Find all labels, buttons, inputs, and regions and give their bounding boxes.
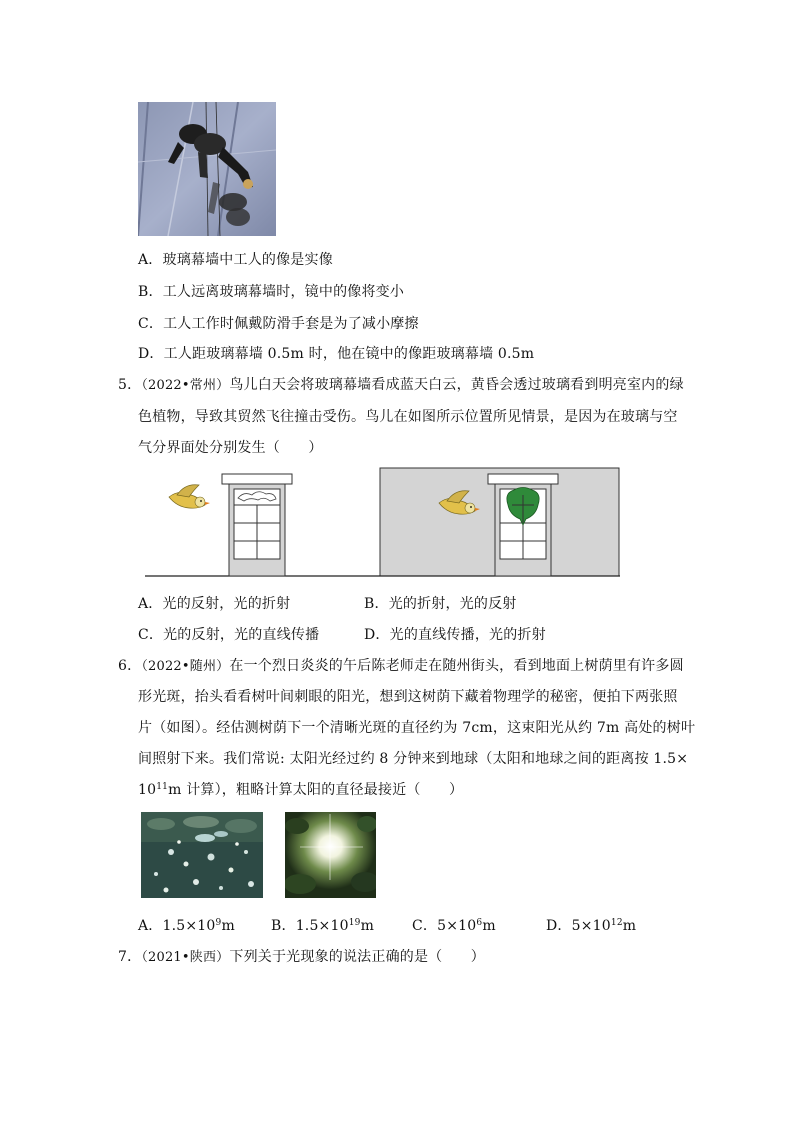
- q5-stem-line-3: 气分界面处分别发生（ ）: [138, 440, 323, 456]
- window-washer-photo: [138, 102, 276, 236]
- q5-option-b: B．光的折射，光的反射: [364, 596, 517, 612]
- q6-number: 6．: [118, 658, 142, 674]
- q6-option-a: A．$1.5\times 10^9m$: [138, 918, 235, 934]
- sunlight-through-leaves-photo: [285, 812, 376, 898]
- q5-bird-window-figure: [140, 465, 625, 580]
- q6-stem-line-5: $10^{11}m$ 计算），粗略计算太阳的直径最接近（ ）: [138, 782, 464, 798]
- q7-stem: 7．（2021•陕西）下列关于光现象的说法正确的是（ ）: [118, 949, 485, 965]
- q6-option-b: B．$1.5\times 10^{19}m$: [271, 918, 375, 934]
- bird-icon-left: [169, 485, 210, 508]
- q6-stem-line-4: 间照射下来。我们常说: 太阳光经过约 8 分钟来到地球（太阳和地球之间的距离按 1.5×: [138, 751, 689, 767]
- q5-stem-line-2: 色植物，导致其贸然飞往撞击受伤。鸟儿在如图所示位置所见情景，是因为在玻璃与空: [138, 409, 678, 425]
- q7-number: 7．: [118, 949, 142, 965]
- q7-source: （2021•陕西）: [141, 950, 230, 965]
- q4-option-d: D．工人距玻璃幕墙 0.5m 时，他在镜中的像距玻璃幕墙 0.5m: [138, 346, 535, 362]
- q5-stem-line-1: 5．（2022•常州）鸟儿白天会将玻璃幕墙看成蓝天白云，黄昏会透过玻璃看到明亮室内的绿: [118, 377, 684, 393]
- q6-stem-line-3: 片（如图）。经估测树荫下一个清晰光斑的直径约为 7cm，这束阳光从约 7m 高处的树叶: [138, 720, 696, 736]
- q5-source: （2022•常州）: [141, 378, 230, 393]
- q6-option-c: C．$5\times 10^6m$: [412, 918, 496, 934]
- q5-option-d: D．光的直线传播，光的折射: [364, 627, 546, 643]
- q4-option-a: A．玻璃幕墙中工人的像是实像: [138, 252, 333, 268]
- q5-number: 5．: [118, 377, 142, 393]
- q6-option-d: D．$5\times 10^{12}m$: [546, 918, 637, 934]
- q5-option-a: A．光的反射，光的折射: [138, 596, 291, 612]
- q4-option-c: C．工人工作时佩戴防滑手套是为了减小摩擦: [138, 316, 419, 332]
- q5-option-c: C．光的反射，光的直线传播: [138, 627, 320, 643]
- q4-option-b: B．工人远离玻璃幕墙时，镜中的像将变小: [138, 284, 405, 300]
- q6-stem-line-1: 6．（2022•随州）在一个烈日炎炎的午后陈老师走在随州街头，看到地面上树荫里有许多圆: [118, 658, 684, 674]
- q6-stem-line-2: 形光斑，抬头看看树叶间刺眼的阳光，想到这树荫下藏着物理学的秘密，便拍下两张照: [138, 689, 678, 705]
- tree-shade-light-spots-photo: [141, 812, 263, 898]
- q6-source: （2022•随州）: [141, 659, 230, 674]
